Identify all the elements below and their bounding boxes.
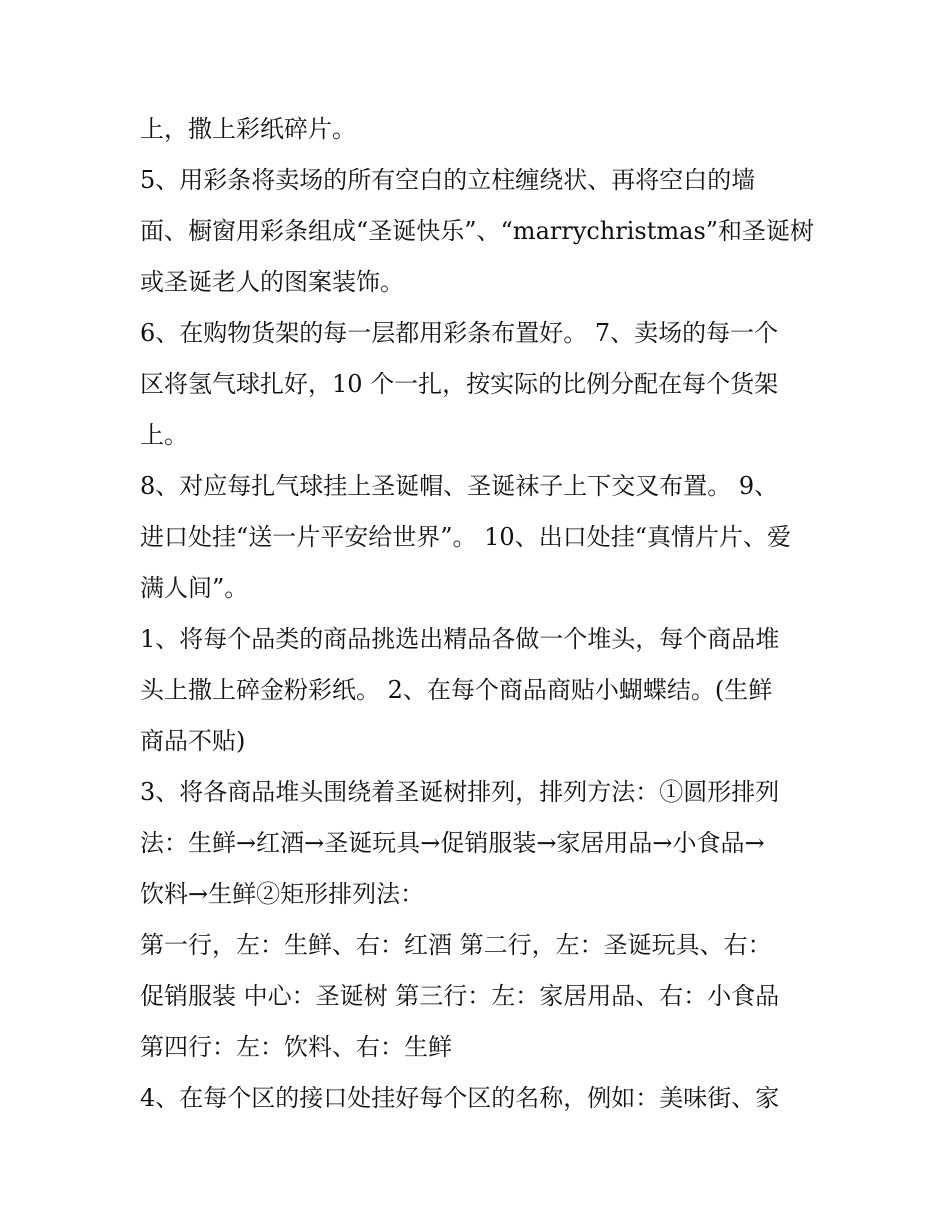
- document-body: [140, 104, 830, 1124]
- text-line: 区将氢气球扎好，10 个一扎，按实际的比例分配在每个货架: [140, 370, 779, 398]
- text-line: 第一行，左：生鲜、右：红酒 第二行，左：圣诞玩具、右：: [140, 931, 772, 959]
- text-line: 头上撒上碎金粉彩纸。 2、在每个商品商贴小蝴蝶结。(生鲜: [140, 676, 773, 704]
- text-line: 进口处挂“送一片平安给世界”。 10、出口处挂“真情片片、爱: [140, 523, 791, 551]
- text-line: 8、对应每扎气球挂上圣诞帽、圣诞袜子上下交叉布置。 9、: [140, 472, 779, 500]
- text-line: 满人间”。: [140, 574, 249, 602]
- text-line: 上，撒上彩纸碎片。: [140, 115, 356, 143]
- text-line: 饮料→生鲜②矩形排列法：: [140, 880, 425, 908]
- text-line: 面、橱窗用彩条组成“圣诞快乐”、“marrychristmas”和圣诞树: [140, 217, 815, 245]
- text-line: 3、将各商品堆头围绕着圣诞树排列，排列方法：①圆形排列: [140, 778, 780, 806]
- text-line: 上。: [140, 421, 188, 449]
- text-line: 第四行：左：饮料、右：生鲜: [140, 1033, 452, 1061]
- text-line: 法：生鲜→红酒→圣诞玩具→促销服装→家居用品→小食品→: [140, 829, 765, 857]
- text-line: 6、在购物货架的每一层都用彩条布置好。 7、卖场的每一个: [140, 319, 779, 347]
- text-line: 1、将每个品类的商品挑选出精品各做一个堆头，每个商品堆: [140, 625, 780, 653]
- text-line: 4、在每个区的接口处挂好每个区的名称，例如：美味街、家: [140, 1084, 780, 1112]
- text-line: 促销服装 中心：圣诞树 第三行：左：家居用品、右：小食品: [140, 982, 780, 1010]
- text-line: 商品不贴): [140, 727, 246, 755]
- text-line: 或圣诞老人的图案装饰。: [140, 268, 404, 296]
- text-line: 5、用彩条将卖场的所有空白的立柱缠绕状、再将空白的墙: [140, 166, 756, 194]
